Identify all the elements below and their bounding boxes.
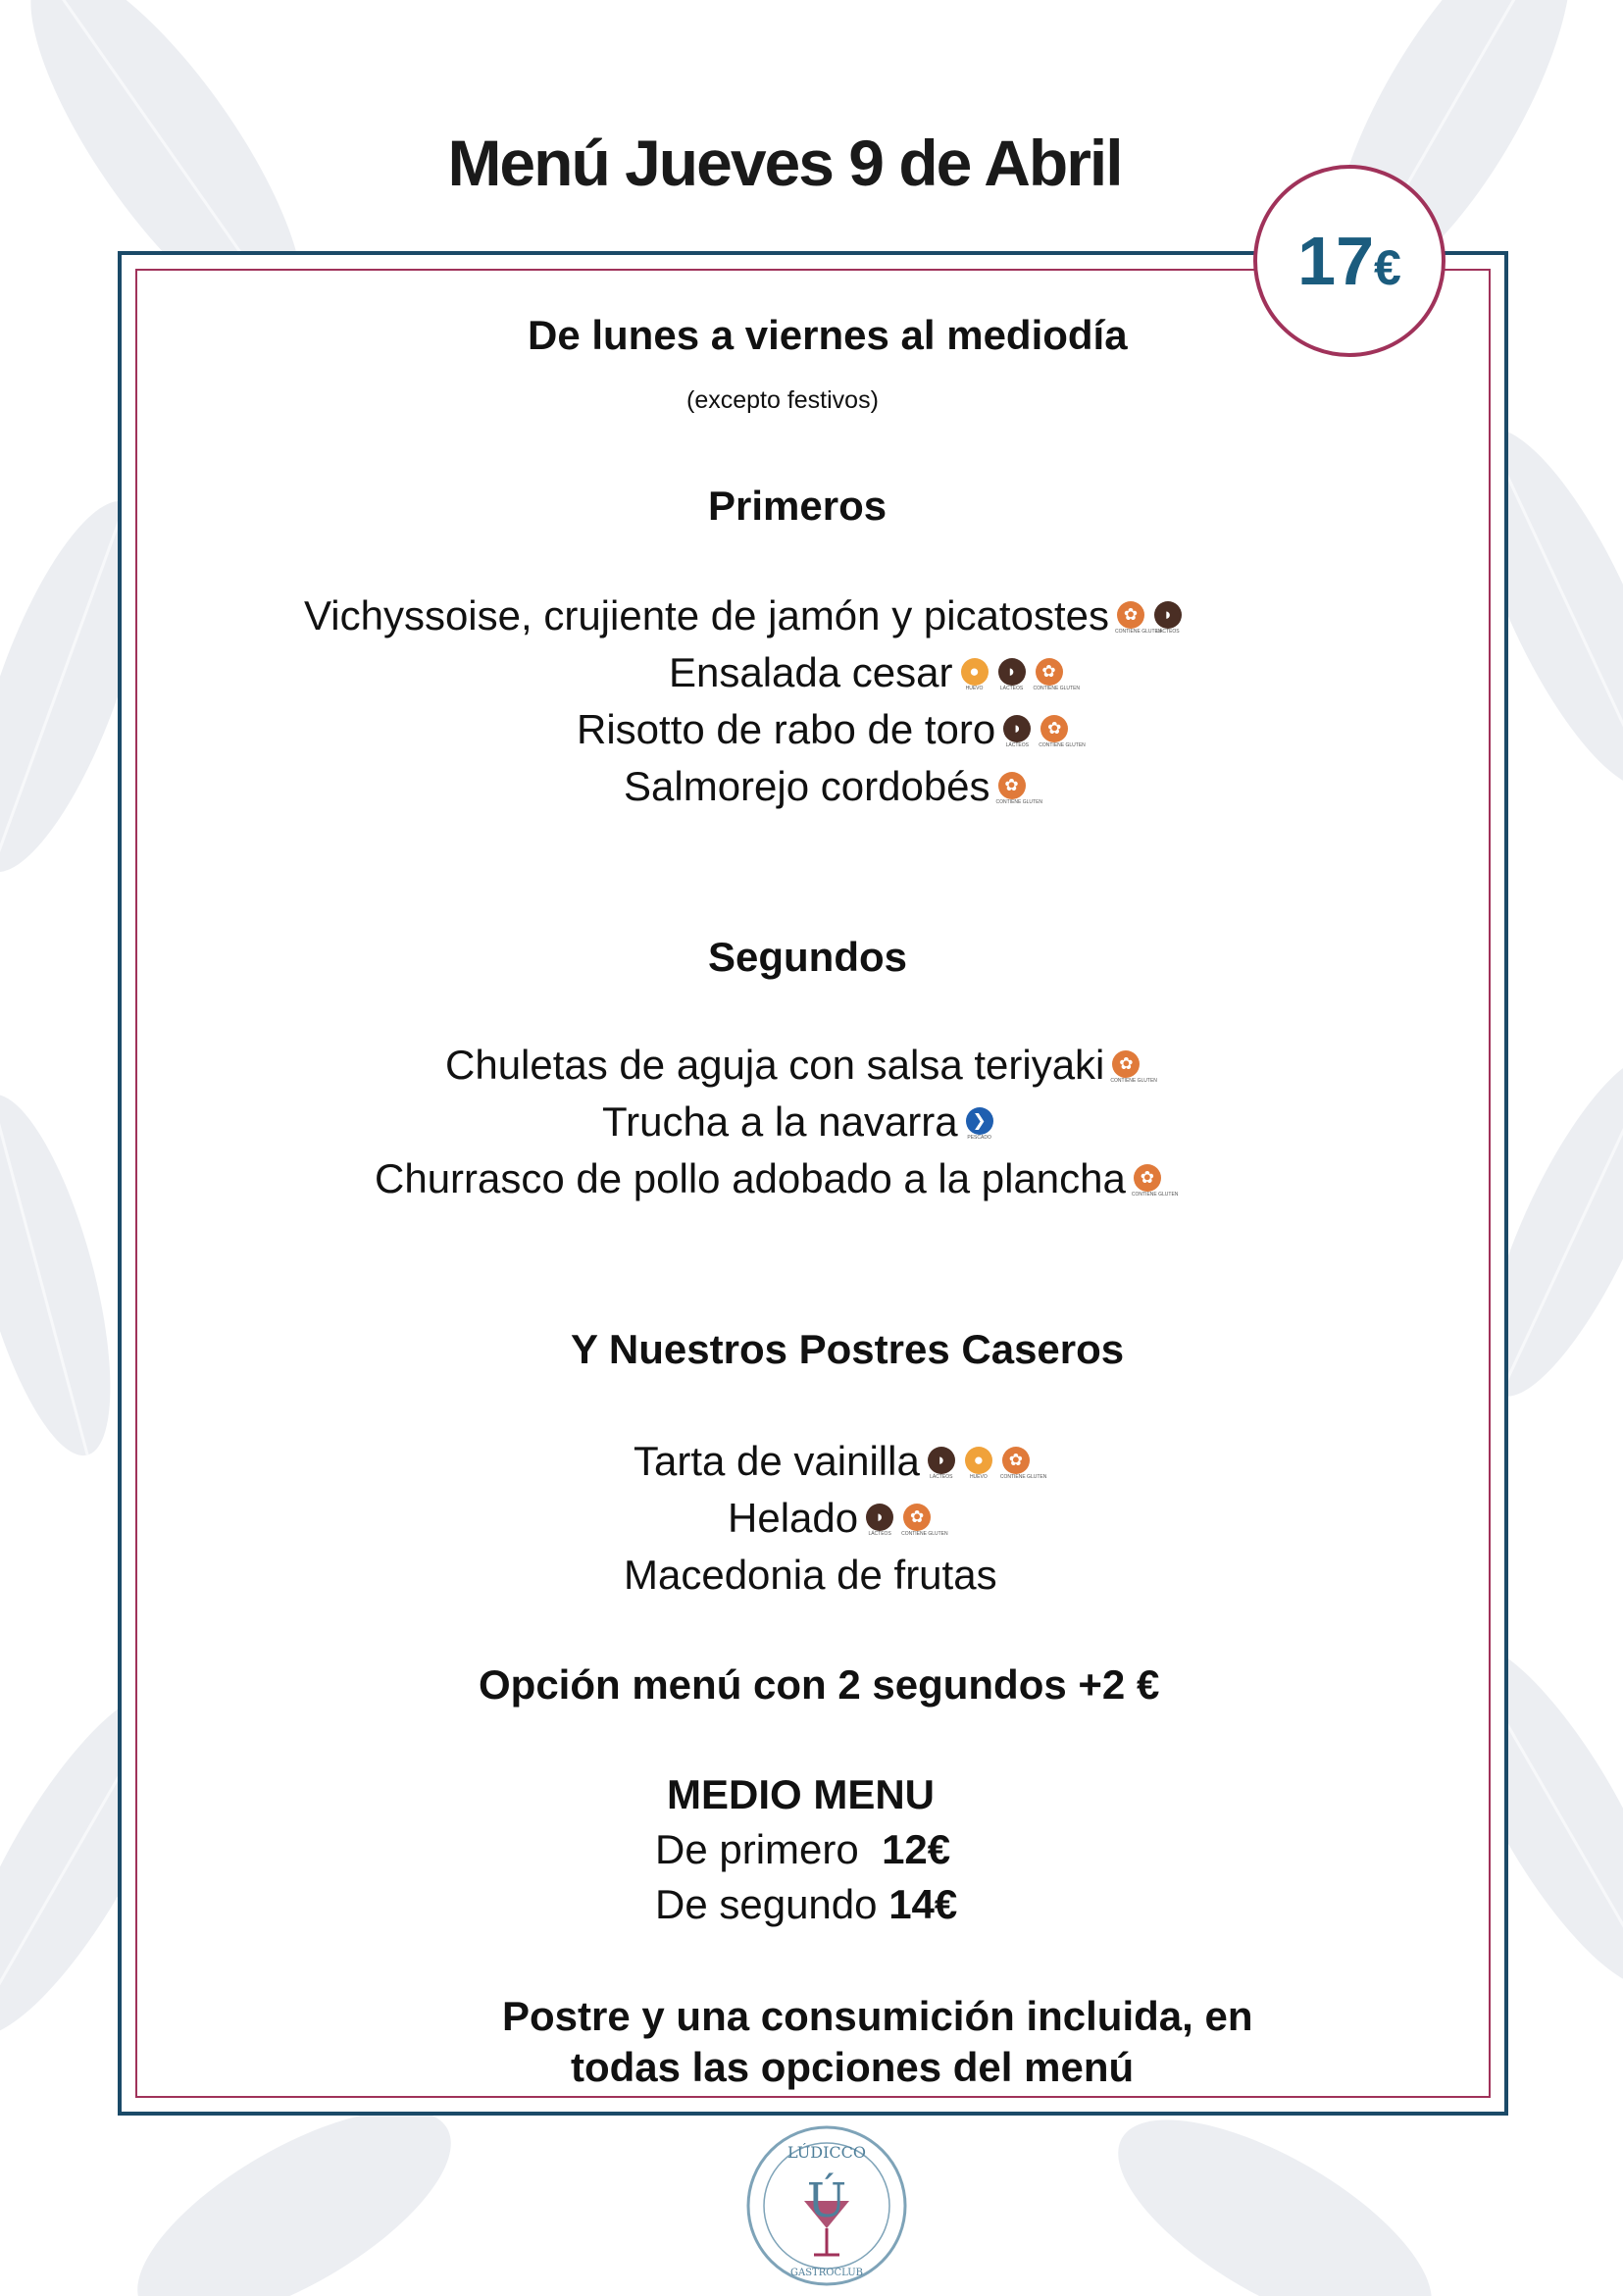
logo-name: LÚDICCO [787,2143,866,2162]
dish-item: Risotto de rabo de toro ◗ LÁCTEOS ✿ CONTIENE GLUTEN [577,706,1086,752]
logo-tagline: GASTROCLUB [790,2268,863,2278]
dish-item: Churrasco de pollo adobado a la plancha ✿ CONTIENE GLUTEN [375,1155,1179,1201]
footer-note-line-2: todas las opciones del menú [571,2044,1135,2090]
section-postres-heading: Y Nuestros Postres Caseros [571,1326,1125,1372]
gluten-icon: ✿ CONTIENE GLUTEN [1110,1050,1141,1090]
gluten-icon: ✿ CONTIENE GLUTEN [1000,1447,1032,1486]
dish-item: Tarta de vainilla ◗ LÁCTEOS ● HUEVO ✿ CONTIENE GLUTEN [634,1438,1047,1484]
dish-item: Macedonia de frutas [624,1552,997,1598]
medio-menu-heading: MEDIO MENU [667,1771,935,1817]
huevo-icon: ● HUEVO [959,658,990,697]
ludicco-logo [743,2122,910,2289]
gluten-icon: ✿ CONTIENE GLUTEN [1039,715,1070,754]
dish-item: Vichyssoise, crujiente de jamón y picatostes ✿ CONTIENE GLUTEN ◗ LÁCTEOS [304,592,1184,640]
huevo-icon: ● HUEVO [963,1447,994,1486]
pescado-icon: ❯ PESCADO [964,1107,995,1147]
section-segundos-heading: Segundos [708,934,908,980]
logo-letter: Ú [806,2173,847,2228]
gluten-icon: ✿ CONTIENE GLUTEN [1132,1164,1163,1203]
lacteos-icon: ◗ LÁCTEOS [1001,715,1033,754]
dish-item: Chuletas de aguja con salsa teriyaki ✿ CONTIENE GLUTEN [445,1042,1157,1088]
lacteos-icon: ◗ LÁCTEOS [926,1447,957,1486]
schedule-note: (excepto festivos) [686,386,879,414]
section-primeros-heading: Primeros [708,483,888,529]
gluten-icon: ✿ CONTIENE GLUTEN [996,772,1028,811]
dish-item: Salmorejo cordobés ✿ CONTIENE GLUTEN [624,763,1043,809]
option-two-segundos: Opción menú con 2 segundos +2 € [479,1661,1160,1708]
footer-note-line-1: Postre y una consumición incluida, en [502,1993,1253,2039]
dish-item: Ensalada cesar ● HUEVO ◗ LÁCTEOS ✿ CONTIENE GLUTEN [669,649,1081,695]
gluten-icon: ✿ CONTIENE GLUTEN [1034,658,1065,697]
price-badge [1253,165,1445,357]
price-text: 17€ [1297,223,1401,299]
medio-menu-segundo: De segundo 14€ [655,1881,958,1927]
lacteos-icon: ◗ LÁCTEOS [864,1504,895,1543]
medio-menu-primero: De primero 12€ [655,1826,951,1872]
page-title: Menú Jueves 9 de Abril [447,127,1122,199]
gluten-icon: ✿ CONTIENE GLUTEN [901,1504,933,1543]
schedule-heading: De lunes a viernes al mediodía [528,312,1128,358]
dish-item: Helado ◗ LÁCTEOS ✿ CONTIENE GLUTEN [728,1495,948,1541]
dish-item: Trucha a la navarra ❯ PESCADO [602,1098,995,1147]
lacteos-icon: ◗ LÁCTEOS [1152,601,1184,640]
gluten-icon: ✿ CONTIENE GLUTEN [1115,601,1146,640]
lacteos-icon: ◗ LÁCTEOS [996,658,1028,697]
